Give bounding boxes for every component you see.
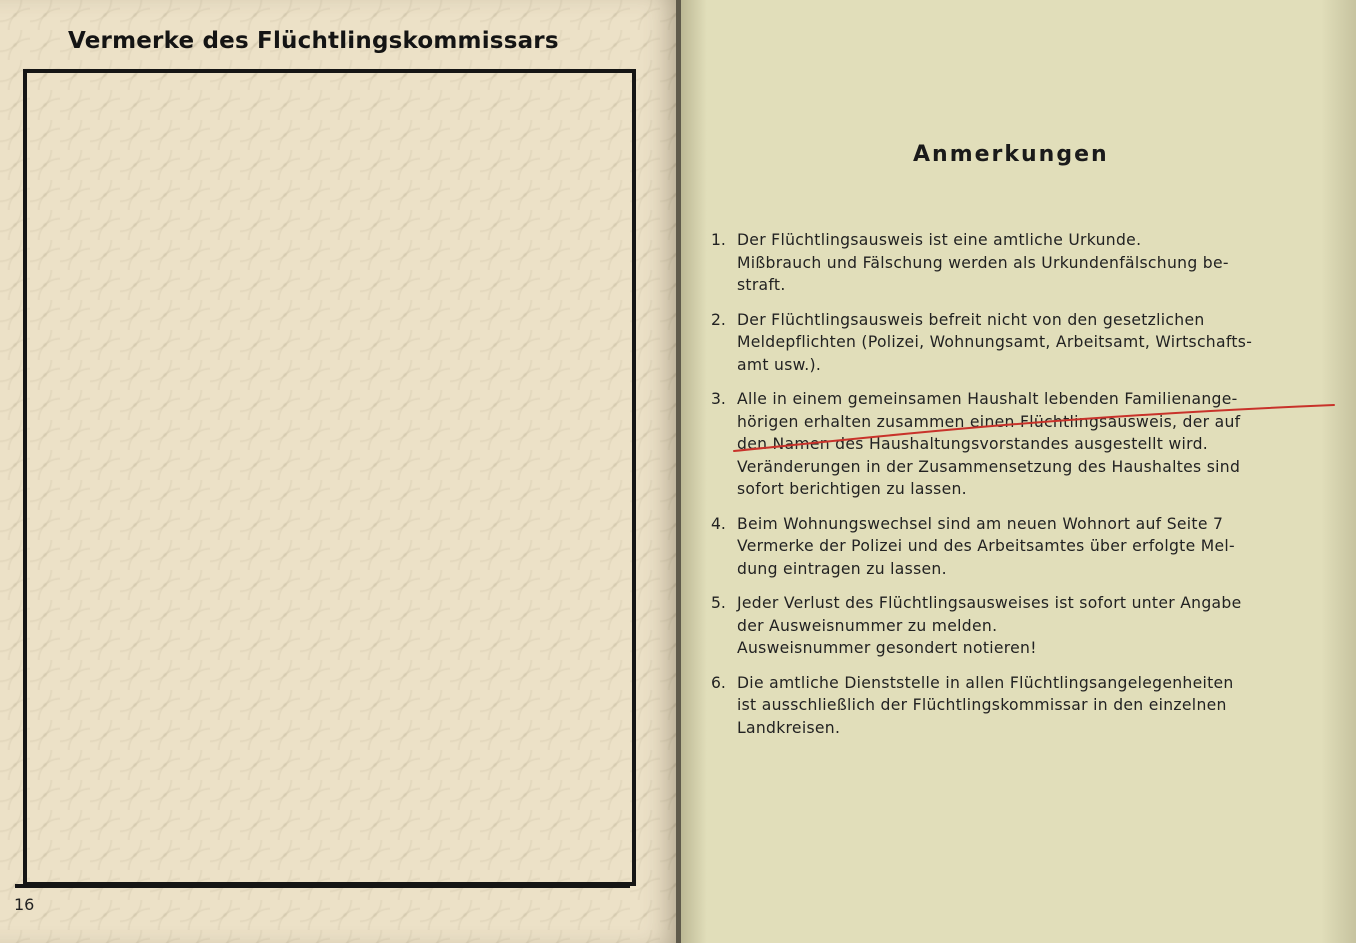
- note-line: den Namen des Haushaltungsvorstandes ausgestellt wird.: [737, 435, 1209, 453]
- note-line: Der Flüchtlingsausweis befreit nicht von den gesetzlichen: [737, 310, 1205, 329]
- note-text: [737, 229, 1324, 297]
- note-item: [711, 309, 1324, 377]
- note-text: [737, 592, 1324, 660]
- note-item: [711, 388, 1324, 501]
- note-line: ist ausschließlich der Flüchtlingskommissar in den einzelnen: [737, 696, 1227, 714]
- bottom-rule: [15, 884, 630, 888]
- note-line: Landkreisen.: [737, 718, 841, 737]
- note-line: sofort berichtigen zu lassen.: [737, 480, 967, 498]
- note-text: [737, 309, 1324, 377]
- left-page-title: Vermerke des Flüchtlingskommissars: [68, 28, 559, 54]
- note-line: Alle in einem gemeinsamen Haushalt lebenden Familienange-: [737, 390, 1238, 408]
- notes-box: [23, 69, 636, 886]
- note-item: [711, 592, 1324, 660]
- note-line: Die amtliche Dienststelle in allen Flüchtlingsangelegenheiten: [737, 673, 1234, 692]
- note-text: [737, 388, 1324, 501]
- note-number: 5.: [711, 594, 726, 612]
- page-number: 16: [14, 895, 35, 914]
- note-line: Vermerke der Polizei und des Arbeitsamtes über erfolgte Mel-: [737, 537, 1235, 555]
- note-number: 2.: [711, 310, 726, 329]
- right-page: [681, 0, 1356, 943]
- note-text: [737, 513, 1324, 581]
- note-line: Der Flüchtlingsausweis ist eine amtliche Urkunde.: [737, 231, 1142, 249]
- note-number: 4.: [711, 514, 726, 533]
- notes-list: [711, 229, 1324, 751]
- note-line: Meldepflichten (Polizei, Wohnungsamt, Arbeitsamt, Wirtschafts-: [737, 333, 1253, 351]
- note-line: amt usw.).: [737, 355, 822, 374]
- right-page-title: Anmerkungen: [913, 142, 1109, 167]
- note-number: 1.: [711, 231, 726, 249]
- note-number: 6.: [711, 673, 726, 692]
- note-line: Ausweisnummer gesondert notieren!: [737, 639, 1037, 657]
- note-line: straft.: [737, 276, 786, 294]
- note-line: Veränderungen in der Zusammensetzung des Haushaltes sind: [737, 457, 1241, 476]
- note-line: hörigen erhalten zusammen einen Flüchtlingsausweis, der auf: [737, 412, 1241, 431]
- note-item: [711, 672, 1324, 740]
- note-number: 3.: [711, 390, 726, 408]
- note-line: dung eintragen zu lassen.: [737, 559, 947, 578]
- note-item: [711, 513, 1324, 581]
- note-line: der Ausweisnummer zu melden.: [737, 616, 998, 635]
- note-line: Beim Wohnungswechsel sind am neuen Wohnort auf Seite 7: [737, 514, 1224, 533]
- note-text: [737, 672, 1324, 740]
- note-line: Mißbrauch und Fälschung werden als Urkundenfälschung be-: [737, 253, 1229, 272]
- note-item: [711, 229, 1324, 297]
- note-line: Jeder Verlust des Flüchtlingsausweises ist sofort unter Angabe: [737, 594, 1242, 612]
